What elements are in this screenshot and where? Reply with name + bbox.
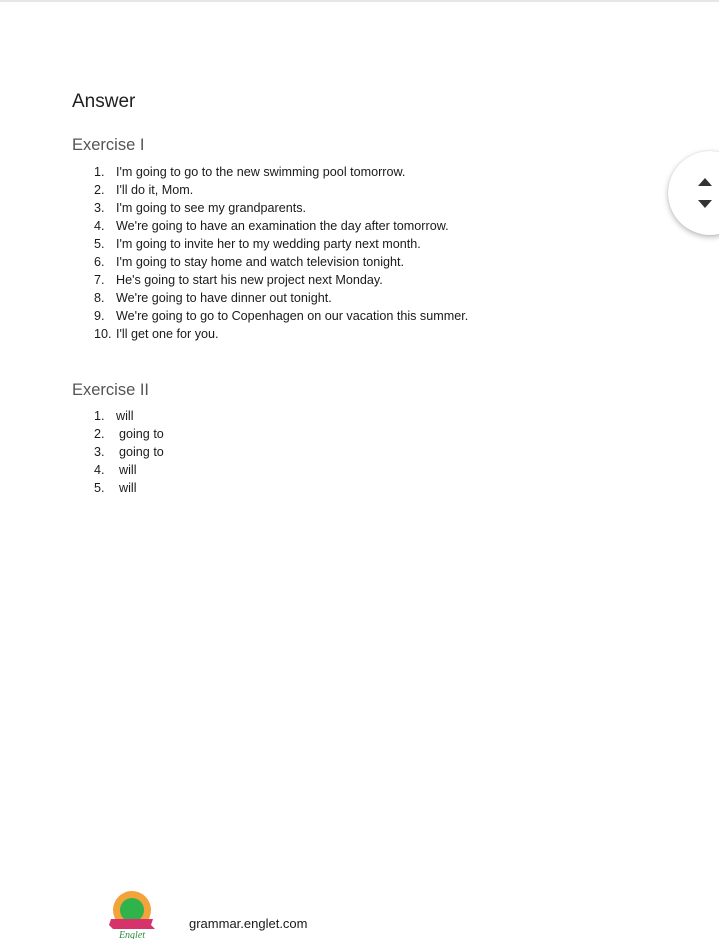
item-number: 9. [94, 309, 105, 323]
item-text: I'll do it, Mom. [116, 183, 194, 197]
item-text: He's going to start his new project next Monday. [116, 273, 383, 287]
item-number: 3. [94, 201, 105, 215]
triangle-down-icon[interactable] [697, 199, 713, 209]
list-item [94, 325, 468, 343]
list-item [94, 181, 468, 199]
item-number: 5. [94, 237, 105, 251]
item-number: 4. [94, 219, 105, 233]
item-text: I'm going to invite her to my wedding party next month. [116, 237, 421, 251]
logo-ribbon [109, 919, 155, 929]
item-text: I'm going to go to the new swimming pool tomorrow. [116, 165, 406, 179]
exercise-1-list [94, 163, 468, 343]
item-number: 5. [94, 481, 105, 495]
item-text: I'm going to stay home and watch television tonight. [116, 255, 405, 269]
item-text: We're going to have an examination the day after tomorrow. [116, 219, 449, 233]
top-divider [0, 0, 719, 2]
list-item [94, 479, 164, 497]
exercise-2-list [94, 407, 164, 497]
englet-logo [108, 889, 158, 939]
item-number: 6. [94, 255, 105, 269]
logo-center [120, 898, 144, 922]
item-text: will [119, 481, 137, 495]
list-item [94, 407, 164, 425]
list-item [94, 199, 468, 217]
item-text: will [119, 463, 137, 477]
list-item [94, 289, 468, 307]
item-text: going to [119, 427, 164, 441]
item-text: We're going to go to Copenhagen on our vacation this summer. [116, 309, 469, 323]
list-item [94, 461, 164, 479]
triangle-up-icon[interactable] [697, 177, 713, 187]
scroll-navigation-button[interactable] [668, 151, 719, 235]
item-text: We're going to have dinner out tonight. [116, 291, 332, 305]
item-number: 2. [94, 427, 105, 441]
page-title: Answer [72, 91, 136, 112]
item-text: I'll get one for you. [116, 327, 219, 341]
exercise-1-title: Exercise I [72, 136, 145, 154]
item-number: 8. [94, 291, 105, 305]
item-number: 2. [94, 183, 105, 197]
list-item [94, 271, 468, 289]
item-number: 3. [94, 445, 105, 459]
list-item [94, 253, 468, 271]
logo-text: Englet [118, 930, 146, 939]
list-item [94, 217, 468, 235]
item-number: 10. [94, 327, 112, 341]
list-item [94, 425, 164, 443]
list-item [94, 443, 164, 461]
item-text: going to [119, 445, 164, 459]
item-text: will [116, 409, 134, 423]
item-number: 1. [94, 165, 105, 179]
item-number: 7. [94, 273, 105, 287]
item-number: 1. [94, 409, 105, 423]
item-text: I'm going to see my grandparents. [116, 201, 307, 215]
list-item [94, 307, 468, 325]
list-item [94, 235, 468, 253]
exercise-2-title: Exercise II [72, 381, 150, 399]
list-item [94, 163, 468, 181]
item-number: 4. [94, 463, 105, 477]
site-url: grammar.englet.com [189, 916, 308, 931]
